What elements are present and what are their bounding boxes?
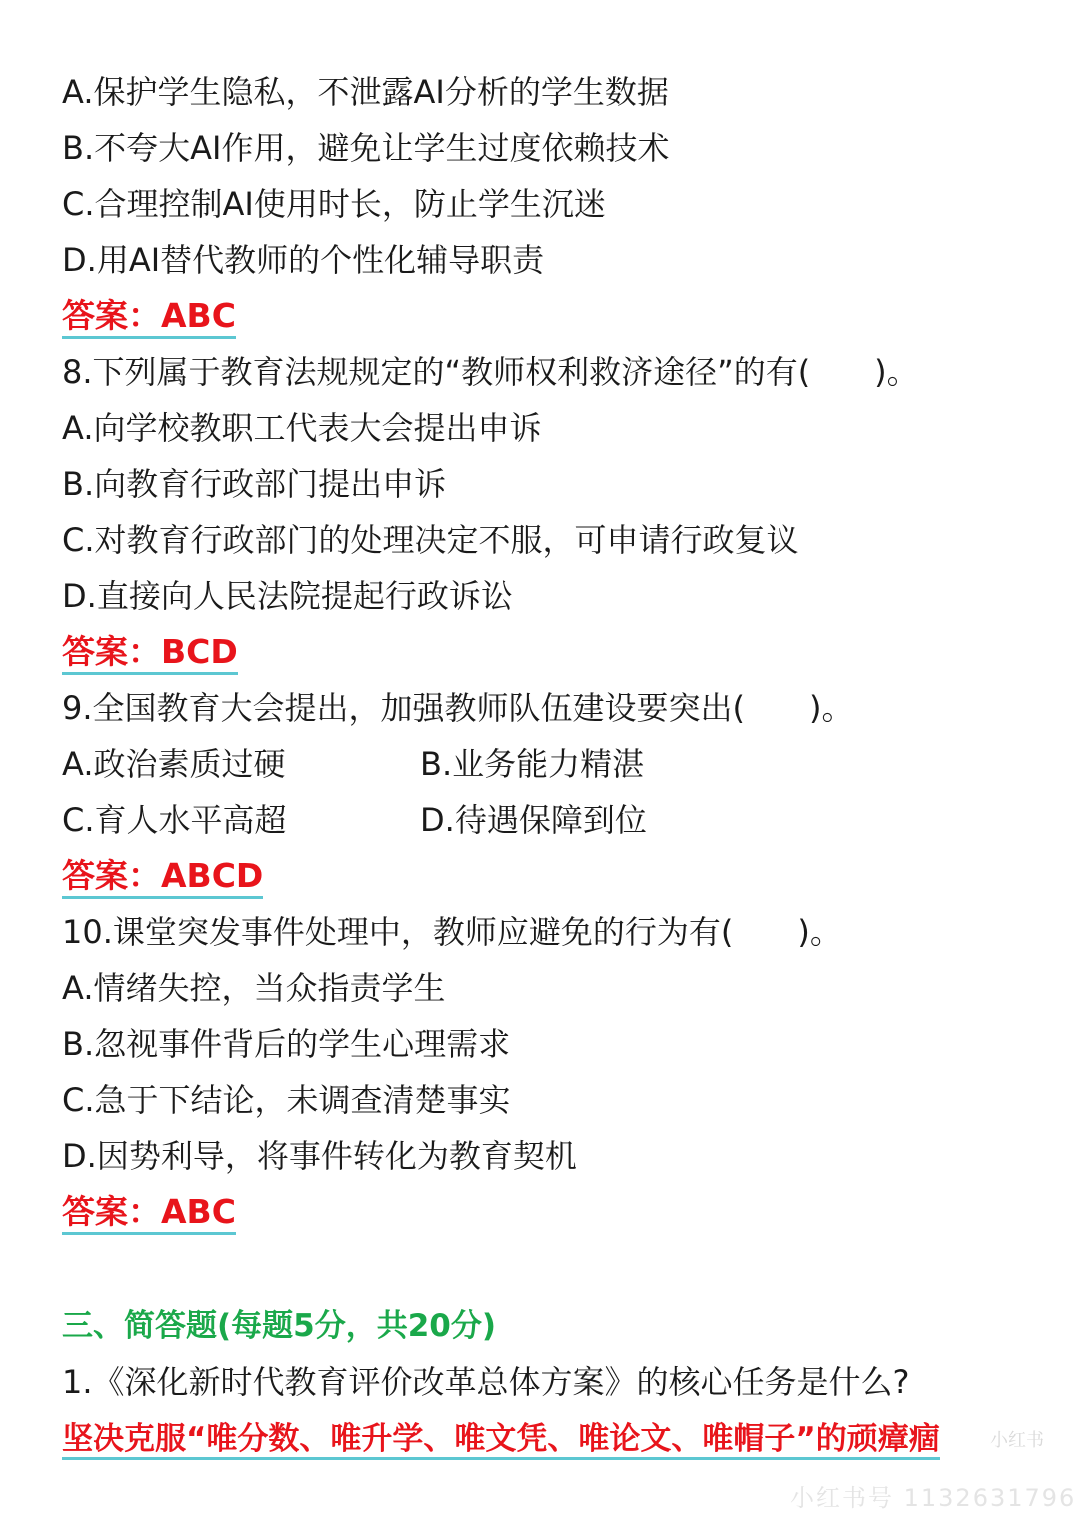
short-answer-q1-answer-row (62, 1418, 940, 1459)
q8-question: 8.下列属于教育法规规定的“教师权利救济途径”的有( )。 (62, 353, 919, 391)
q7-answer: 答案：ABC (62, 296, 236, 339)
q10-answer-row (62, 1192, 236, 1235)
q9-option-c: C.育人水平高超 (62, 801, 287, 839)
q8-answer-row (62, 632, 238, 675)
q9-option-d: D.待遇保障到位 (420, 801, 647, 839)
q9-answer: 答案：ABCD (62, 856, 263, 899)
q8-answer: 答案：BCD (62, 632, 238, 675)
q8-option-a: A.向学校教职工代表大会提出申诉 (62, 409, 542, 447)
q9-option-a: A.政治素质过硬 (62, 745, 286, 783)
q7-option-d: D.用AI替代教师的个性化辅导职责 (62, 241, 545, 279)
q8-option-d: D.直接向人民法院提起行政诉讼 (62, 577, 513, 615)
section-title: 三、简答题(每题5分，共20分) (62, 1308, 497, 1344)
watermark-text: 小红书号 1132631796 (790, 1484, 1077, 1512)
watermark-logo: 小红书 (990, 1430, 1044, 1451)
q8-option-c: C.对教育行政部门的处理决定不服，可申请行政复议 (62, 521, 799, 559)
q8-option-b: B.向教育行政部门提出申诉 (62, 465, 447, 503)
short-answer-q1: 1.《深化新时代教育评价改革总体方案》的核心任务是什么? (62, 1363, 910, 1401)
q9-option-b: B.业务能力精湛 (420, 745, 645, 783)
q10-answer: 答案：ABC (62, 1192, 236, 1235)
q7-option-c: C.合理控制AI使用时长，防止学生沉迷 (62, 185, 606, 223)
q10-question: 10.课堂突发事件处理中，教师应避免的行为有( )。 (62, 913, 842, 951)
q10-option-d: D.因势利导，将事件转化为教育契机 (62, 1137, 577, 1175)
short-answer-q1-answer: 坚决克服“唯分数、唯升学、唯文凭、唯论文、唯帽子”的顽瘴痼 (62, 1421, 940, 1460)
q7-answer-row (62, 296, 236, 339)
q7-option-a: A.保护学生隐私，不泄露AI分析的学生数据 (62, 73, 669, 111)
q7-option-b: B.不夸大AI作用，避免让学生过度依赖技术 (62, 129, 670, 167)
q10-option-c: C.急于下结论，未调查清楚事实 (62, 1081, 511, 1119)
q9-answer-row (62, 856, 263, 899)
q10-option-a: A.情绪失控，当众指责学生 (62, 969, 446, 1007)
q10-option-b: B.忽视事件背后的学生心理需求 (62, 1025, 511, 1063)
q9-question: 9.全国教育大会提出，加强教师队伍建设要突出( )。 (62, 689, 854, 727)
